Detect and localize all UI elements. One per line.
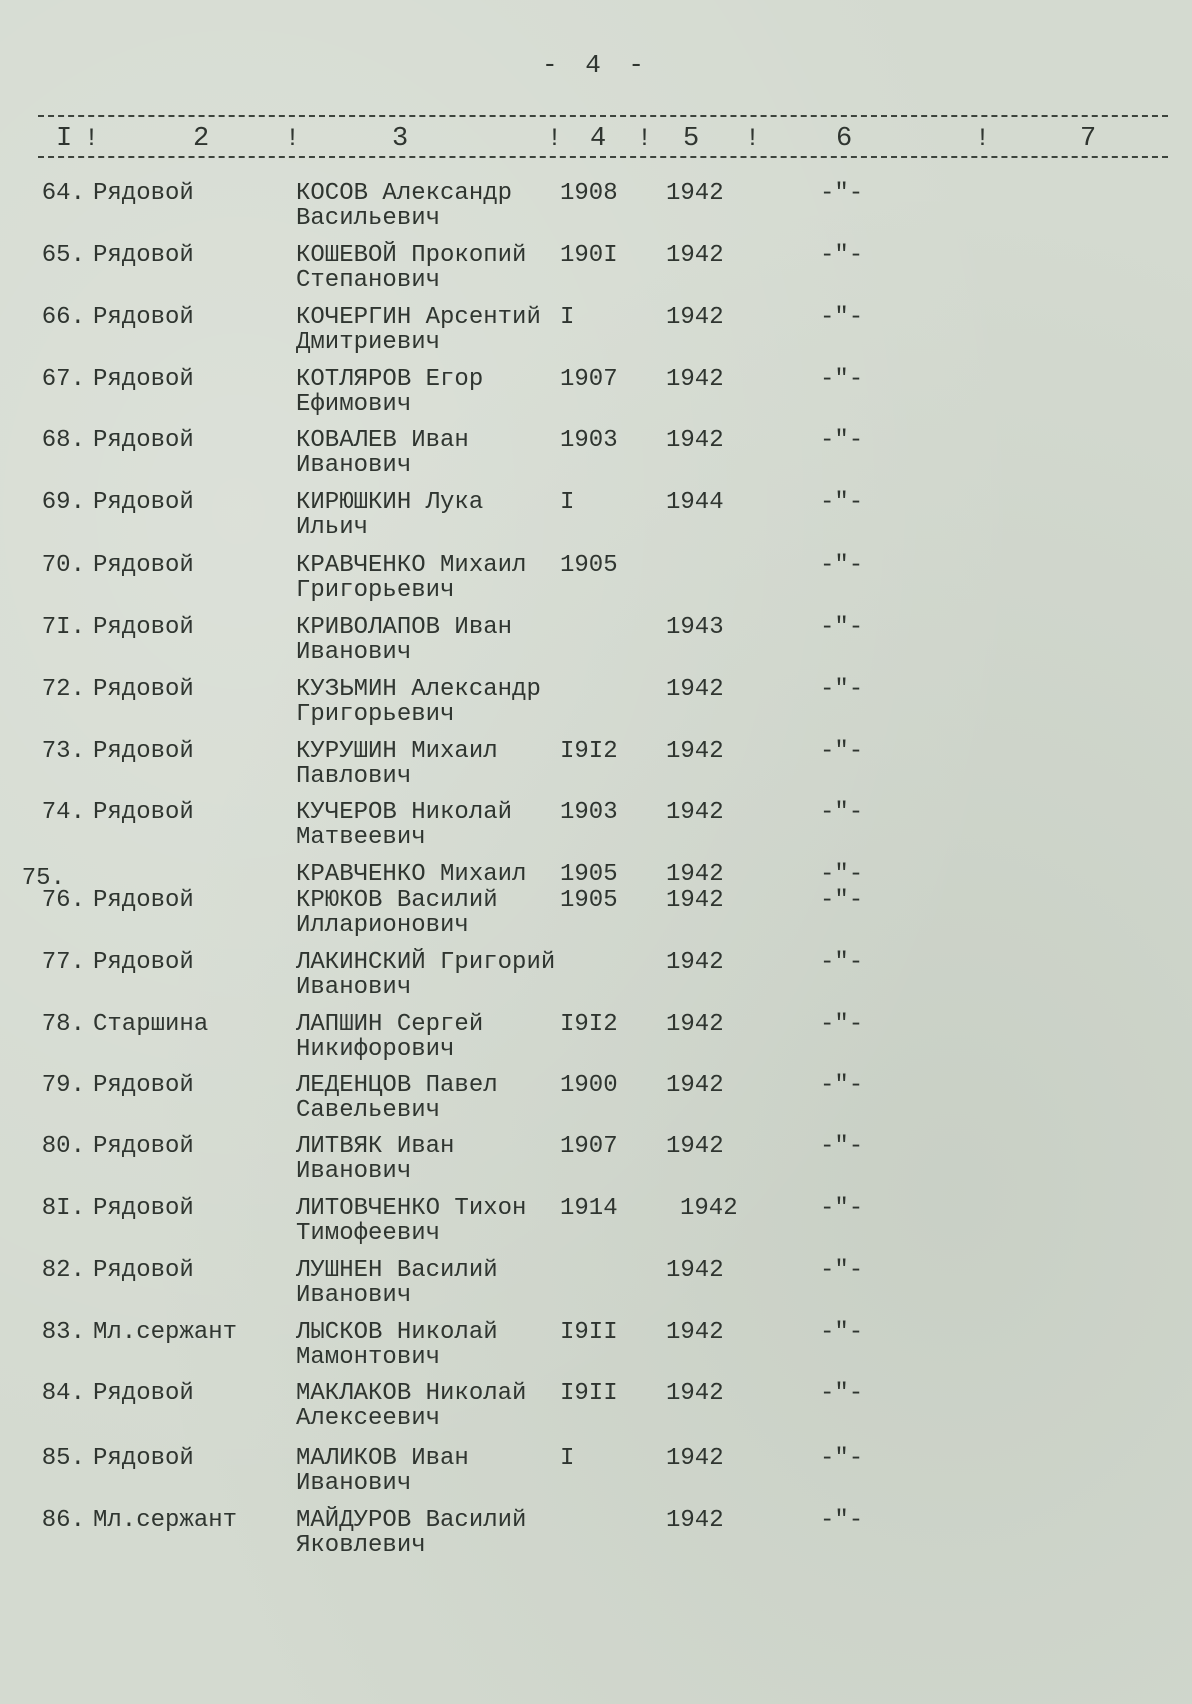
header-col-2: 2	[193, 124, 210, 154]
header-col-5: 5	[683, 124, 700, 154]
record-patronymic: Васильевич	[296, 205, 441, 232]
record-name: КУРУШИН Михаил	[296, 738, 498, 765]
record-ditto-mark: -"-	[820, 949, 864, 976]
record-ditto-mark: -"-	[820, 366, 864, 393]
record-birth-year: 1905	[560, 887, 618, 914]
record-patronymic: Дмитриевич	[296, 329, 441, 356]
record-rank: Старшина	[93, 1011, 209, 1038]
header-separator: !	[975, 124, 991, 153]
record-name: ЛЫСКОВ Николай	[296, 1319, 498, 1346]
record-birth-year: 190I	[560, 242, 618, 269]
record-number: 83.	[41, 1319, 85, 1346]
record-ditto-mark: -"-	[820, 180, 864, 207]
record-name: МАЙДУРОВ Василий	[296, 1507, 527, 1534]
record-birth-year: 1907	[560, 366, 618, 393]
record-rank: Рядовой	[93, 887, 194, 914]
record-ditto-mark: -"-	[820, 489, 864, 516]
record-ditto-mark: -"-	[820, 1445, 864, 1472]
header-col-3: 3	[392, 124, 409, 154]
record-name: ЛАПШИН Сергей	[296, 1011, 484, 1038]
record-rank: Рядовой	[93, 676, 194, 703]
record-name: КУЗЬМИН Александр	[296, 676, 541, 703]
record-rank: Рядовой	[93, 1257, 194, 1284]
record-name: КОТЛЯРОВ Егор	[296, 366, 484, 393]
record-ditto-mark: -"-	[820, 1133, 864, 1160]
record-name: ЛУШНЕН Василий	[296, 1257, 498, 1284]
record-number: 80.	[41, 1133, 85, 1160]
record-ditto-mark: -"-	[820, 738, 864, 765]
record-year: 1942	[666, 304, 724, 331]
record-birth-year: 1907	[560, 1133, 618, 1160]
record-birth-year: 1905	[560, 861, 618, 888]
record-number: 86.	[41, 1507, 85, 1534]
record-name: КИРЮШКИН Лука	[296, 489, 484, 516]
record-patronymic: Григорьевич	[296, 577, 455, 604]
record-patronymic: Тимофеевич	[296, 1220, 441, 1247]
record-name: МАЛИКОВ Иван	[296, 1445, 469, 1472]
page-number: - 4 -	[541, 50, 650, 80]
header-col-4: 4	[590, 124, 607, 154]
record-number: 68.	[41, 427, 85, 454]
record-patronymic: Ильич	[296, 514, 369, 541]
record-year: 1942	[666, 1445, 724, 1472]
record-number: 69.	[41, 489, 85, 516]
record-year: 1942	[666, 1380, 724, 1407]
record-number: 65.	[41, 242, 85, 269]
record-year: 1942	[666, 676, 724, 703]
header-bottom-rule	[38, 156, 1168, 158]
record-year: 1944	[666, 489, 724, 516]
record-name: КРЮКОВ Василий	[296, 887, 498, 914]
record-year: 1942	[666, 887, 724, 914]
record-ditto-mark: -"-	[820, 304, 864, 331]
record-patronymic: Иванович	[296, 452, 412, 479]
record-rank: Рядовой	[93, 489, 194, 516]
record-patronymic: Степанович	[296, 267, 441, 294]
record-number: 74.	[41, 799, 85, 826]
record-number: 72.	[41, 676, 85, 703]
record-year: 1942	[666, 1507, 724, 1534]
header-col-7: 7	[1080, 124, 1097, 154]
header-separator: !	[84, 124, 100, 153]
record-name: ЛАКИНСКИЙ Григорий	[296, 949, 556, 976]
record-birth-year: I9II	[560, 1319, 618, 1346]
record-birth-year: 1914	[560, 1195, 618, 1222]
record-number: 67.	[41, 366, 85, 393]
record-rank: Рядовой	[93, 1072, 194, 1099]
record-birth-year: I	[560, 489, 575, 516]
record-birth-year: 1900	[560, 1072, 618, 1099]
record-year: 1943	[666, 614, 724, 641]
record-rank: Мл.сержант	[93, 1319, 238, 1346]
record-rank: Рядовой	[93, 799, 194, 826]
record-year: 1942	[666, 1133, 724, 1160]
record-number: 79.	[41, 1072, 85, 1099]
record-birth-year: 1908	[560, 180, 618, 207]
record-rank: Рядовой	[93, 1195, 194, 1222]
record-birth-year: 1903	[560, 799, 618, 826]
record-ditto-mark: -"-	[820, 1507, 864, 1534]
record-birth-year: I9I2	[560, 738, 618, 765]
record-number: 66.	[41, 304, 85, 331]
record-number: 85.	[41, 1445, 85, 1472]
record-ditto-mark: -"-	[820, 1072, 864, 1099]
record-name: ЛИТВЯК Иван	[296, 1133, 455, 1160]
record-ditto-mark: -"-	[820, 1011, 864, 1038]
record-rank: Рядовой	[93, 1133, 194, 1160]
record-rank: Рядовой	[93, 304, 194, 331]
record-rank: Рядовой	[93, 1445, 194, 1472]
record-patronymic: Иванович	[296, 639, 412, 666]
record-ditto-mark: -"-	[820, 552, 864, 579]
record-name: КУЧЕРОВ Николай	[296, 799, 513, 826]
record-ditto-mark: -"-	[820, 887, 864, 914]
record-patronymic: Иванович	[296, 1282, 412, 1309]
record-birth-year: I	[560, 304, 575, 331]
record-patronymic: Павлович	[296, 763, 412, 790]
record-patronymic: Илларионович	[296, 912, 469, 939]
record-birth-year: 1905	[560, 552, 618, 579]
record-rank: Рядовой	[93, 614, 194, 641]
record-rank: Рядовой	[93, 552, 194, 579]
header-col-1: I	[56, 124, 73, 154]
record-patronymic: Матвеевич	[296, 824, 426, 851]
record-year: 1942	[666, 180, 724, 207]
record-name: КРАВЧЕНКО Михаил	[296, 861, 527, 888]
record-rank: Рядовой	[93, 180, 194, 207]
header-top-rule	[38, 115, 1168, 117]
record-ditto-mark: -"-	[820, 1257, 864, 1284]
record-year: 1942	[666, 242, 724, 269]
record-ditto-mark: -"-	[820, 676, 864, 703]
record-ditto-mark: -"-	[820, 861, 864, 888]
record-birth-year: I9II	[560, 1380, 618, 1407]
record-patronymic: Савельевич	[296, 1097, 441, 1124]
record-ditto-mark: -"-	[820, 427, 864, 454]
record-birth-year: 1903	[560, 427, 618, 454]
record-name: ЛИТОВЧЕНКО Тихон	[296, 1195, 527, 1222]
header-separator: !	[745, 124, 761, 153]
record-patronymic: Иванович	[296, 1158, 412, 1185]
record-number: 8I.	[41, 1195, 85, 1222]
header-separator: !	[637, 124, 653, 153]
record-rank: Рядовой	[93, 949, 194, 976]
record-name: КОВАЛЕВ Иван	[296, 427, 469, 454]
record-name: КОСОВ Александр	[296, 180, 513, 207]
record-ditto-mark: -"-	[820, 799, 864, 826]
record-ditto-mark: -"-	[820, 614, 864, 641]
record-birth-year: I	[560, 1445, 575, 1472]
record-number: 64.	[41, 180, 85, 207]
header-separator: !	[547, 124, 563, 153]
record-number: 73.	[41, 738, 85, 765]
record-ditto-mark: -"-	[820, 1195, 864, 1222]
record-name: КОЧЕРГИН Арсентий	[296, 304, 541, 331]
record-name: МАКЛАКОВ Николай	[296, 1380, 527, 1407]
record-year: 1942	[666, 1072, 724, 1099]
record-patronymic: Иванович	[296, 1470, 412, 1497]
record-year: 1942	[666, 1319, 724, 1346]
record-number: 82.	[41, 1257, 85, 1284]
record-number: 7I.	[41, 614, 85, 641]
record-rank: Мл.сержант	[93, 1507, 238, 1534]
record-number: 84.	[41, 1380, 85, 1407]
record-patronymic: Алексеевич	[296, 1405, 441, 1432]
record-rank: Рядовой	[93, 1380, 194, 1407]
record-number: 76.	[41, 887, 85, 914]
record-name: КРАВЧЕНКО Михаил	[296, 552, 527, 579]
record-rank: Рядовой	[93, 366, 194, 393]
record-number: 77.	[41, 949, 85, 976]
record-patronymic: Яковлевич	[296, 1532, 426, 1559]
record-patronymic: Иванович	[296, 974, 412, 1001]
record-year: 1942	[666, 1011, 724, 1038]
record-ditto-mark: -"-	[820, 1380, 864, 1407]
header-col-6: 6	[836, 124, 853, 154]
record-number: 75.	[21, 865, 65, 892]
record-year: 1942	[666, 799, 724, 826]
record-year: 1942	[666, 738, 724, 765]
record-name: ЛЕДЕНЦОВ Павел	[296, 1072, 498, 1099]
record-number: 70.	[41, 552, 85, 579]
record-rank: Рядовой	[93, 738, 194, 765]
record-patronymic: Григорьевич	[296, 701, 455, 728]
record-year: 1942	[666, 861, 724, 888]
record-ditto-mark: -"-	[820, 242, 864, 269]
record-year: 1942	[666, 427, 724, 454]
record-patronymic: Никифорович	[296, 1036, 455, 1063]
record-name: КРИВОЛАПОВ Иван	[296, 614, 513, 641]
record-year: 1942	[680, 1195, 738, 1222]
record-name: КОШЕВОЙ Прокопий	[296, 242, 527, 269]
record-patronymic: Ефимович	[296, 391, 412, 418]
record-year: 1942	[666, 366, 724, 393]
record-patronymic: Мамонтович	[296, 1344, 441, 1371]
header-separator: !	[285, 124, 301, 153]
record-rank: Рядовой	[93, 242, 194, 269]
record-rank: Рядовой	[93, 427, 194, 454]
record-number: 78.	[41, 1011, 85, 1038]
record-year: 1942	[666, 1257, 724, 1284]
record-ditto-mark: -"-	[820, 1319, 864, 1346]
record-birth-year: I9I2	[560, 1011, 618, 1038]
record-year: 1942	[666, 949, 724, 976]
